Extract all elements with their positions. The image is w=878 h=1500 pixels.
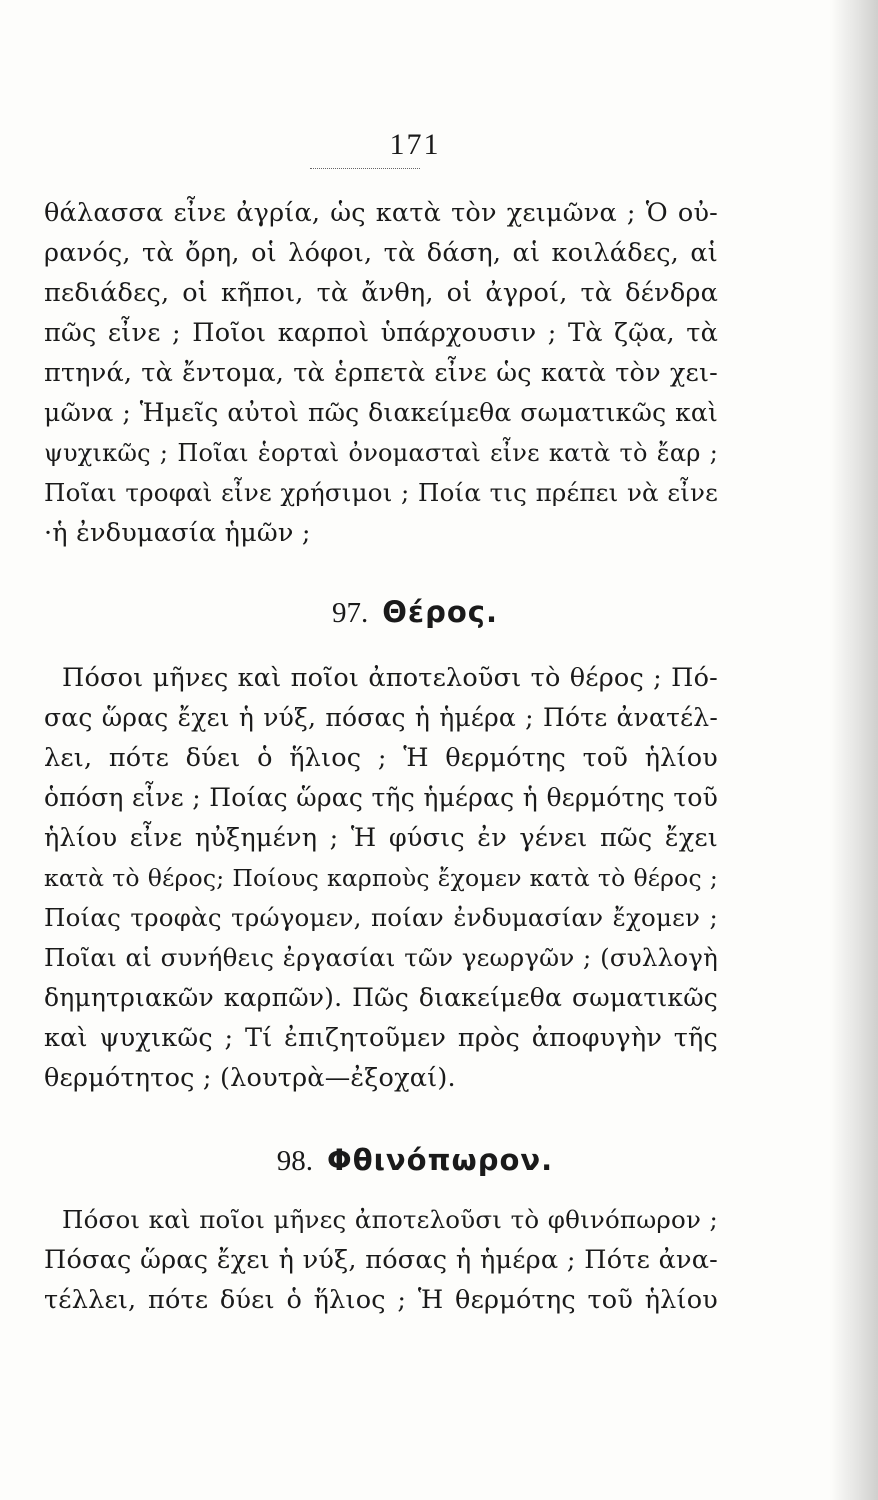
- paragraph-continued: [44, 193, 718, 553]
- text-line: κατὰ τὸ θέρος; Ποίους καρποὺς ἔχομεν κατὰ τὸ θέρος ;: [44, 864, 718, 892]
- text-line: θερμότητος ; (λουτρὰ—ἐξοχαί).: [44, 1063, 456, 1093]
- section-heading-98: [0, 1140, 830, 1181]
- text-line: ὁπόση εἶνε ; Ποίας ὥρας τῆς ἡμέρας ἡ θερμότης τοῦ: [44, 783, 718, 812]
- paragraph-section-98: [44, 1200, 718, 1320]
- section-number: 98.: [276, 1145, 314, 1177]
- text-line: θάλασσα εἶνε ἀγρία, ὡς κατὰ τὸν χειμῶνα ; Ὁ οὐ-: [44, 198, 718, 228]
- section-number: 97.: [332, 597, 369, 629]
- text-line: ψυχικῶς ; Ποῖαι ἑορταὶ ὀνομασταὶ εἶνε κατὰ τὸ ἔαρ ;: [44, 439, 718, 467]
- text-line: Ποίας τροφὰς τρώγομεν, ποίαν ἐνδυμασίαν ἔχομεν ;: [44, 903, 718, 932]
- text-line: καὶ ψυχικῶς ; Τί ἐπιζητοῦμεν πρὸς ἀποφυγὴν τῆς: [44, 1023, 718, 1053]
- text-line: ρανός, τὰ ὄρη, οἱ λόφοι, τὰ δάση, αἱ κοιλάδες, αἱ: [44, 238, 718, 268]
- text-line: πῶς εἶνε ; Ποῖοι καρποὶ ὑπάρχουσιν ; Τὰ ζῷα, τὰ: [44, 318, 718, 348]
- text-line: Πόσοι μῆνες καὶ ποῖοι ἀποτελοῦσι τὸ θέρος ; Πό-: [62, 663, 718, 693]
- section-title: Φθινόπωρον.: [327, 1143, 554, 1177]
- text-line: πεδιάδες, οἱ κῆποι, τὰ ἄνθη, οἱ ἀγροί, τὰ δένδρα: [44, 278, 718, 308]
- text-line: πτηνά, τὰ ἔντομα, τὰ ἑρπετὰ εἶνε ὡς κατὰ τὸν χει-: [44, 358, 718, 388]
- text-line: λει, πότε δύει ὁ ἥλιος ; Ἡ θερμότης τοῦ ἡλίου: [44, 743, 718, 773]
- page-number-rule: [310, 168, 420, 169]
- text-line: τέλλει, πότε δύει ὁ ἥλιος ; Ἡ θερμότης τοῦ ἡλίου: [44, 1285, 718, 1315]
- section-title: Θέρος.: [382, 595, 498, 629]
- page-number: 171: [389, 128, 441, 161]
- paragraph-section-97: [44, 658, 718, 1098]
- text-line: ·ἡ ἐνδυμασία ἡμῶν ;: [44, 518, 311, 548]
- text-line: ἡλίου εἶνε ηὐξημένη ; Ἡ φύσις ἐν γένει πῶς ἔχει: [44, 823, 718, 853]
- page-edge-shadow: [830, 0, 878, 1500]
- text-line: Πόσοι καὶ ποῖοι μῆνες ἀποτελοῦσι τὸ φθινόπωρον ;: [62, 1205, 718, 1234]
- text-line: σας ὥρας ἔχει ἡ νύξ, πόσας ἡ ἡμέρα ; Πότε ἀνατέλ-: [44, 703, 718, 732]
- text-line: Πόσας ὥρας ἔχει ἡ νύξ, πόσας ἡ ἡμέρα ; Πότε ἀνα-: [44, 1245, 718, 1275]
- section-heading-97: [0, 592, 830, 633]
- text-line: Ποῖαι αἱ συνήθεις ἐργασίαι τῶν γεωργῶν ; (συλλογὴ: [44, 943, 718, 972]
- text-line: δημητριακῶν καρπῶν). Πῶς διακείμεθα σωματικῶς: [44, 983, 718, 1012]
- text-line: Ποῖαι τροφαὶ εἶνε χρήσιμοι ; Ποία τις πρέπει νὰ εἶνε: [44, 478, 718, 507]
- text-line: μῶνα ; Ἡμεῖς αὐτοὶ πῶς διακείμεθα σωματικῶς καὶ: [44, 398, 718, 427]
